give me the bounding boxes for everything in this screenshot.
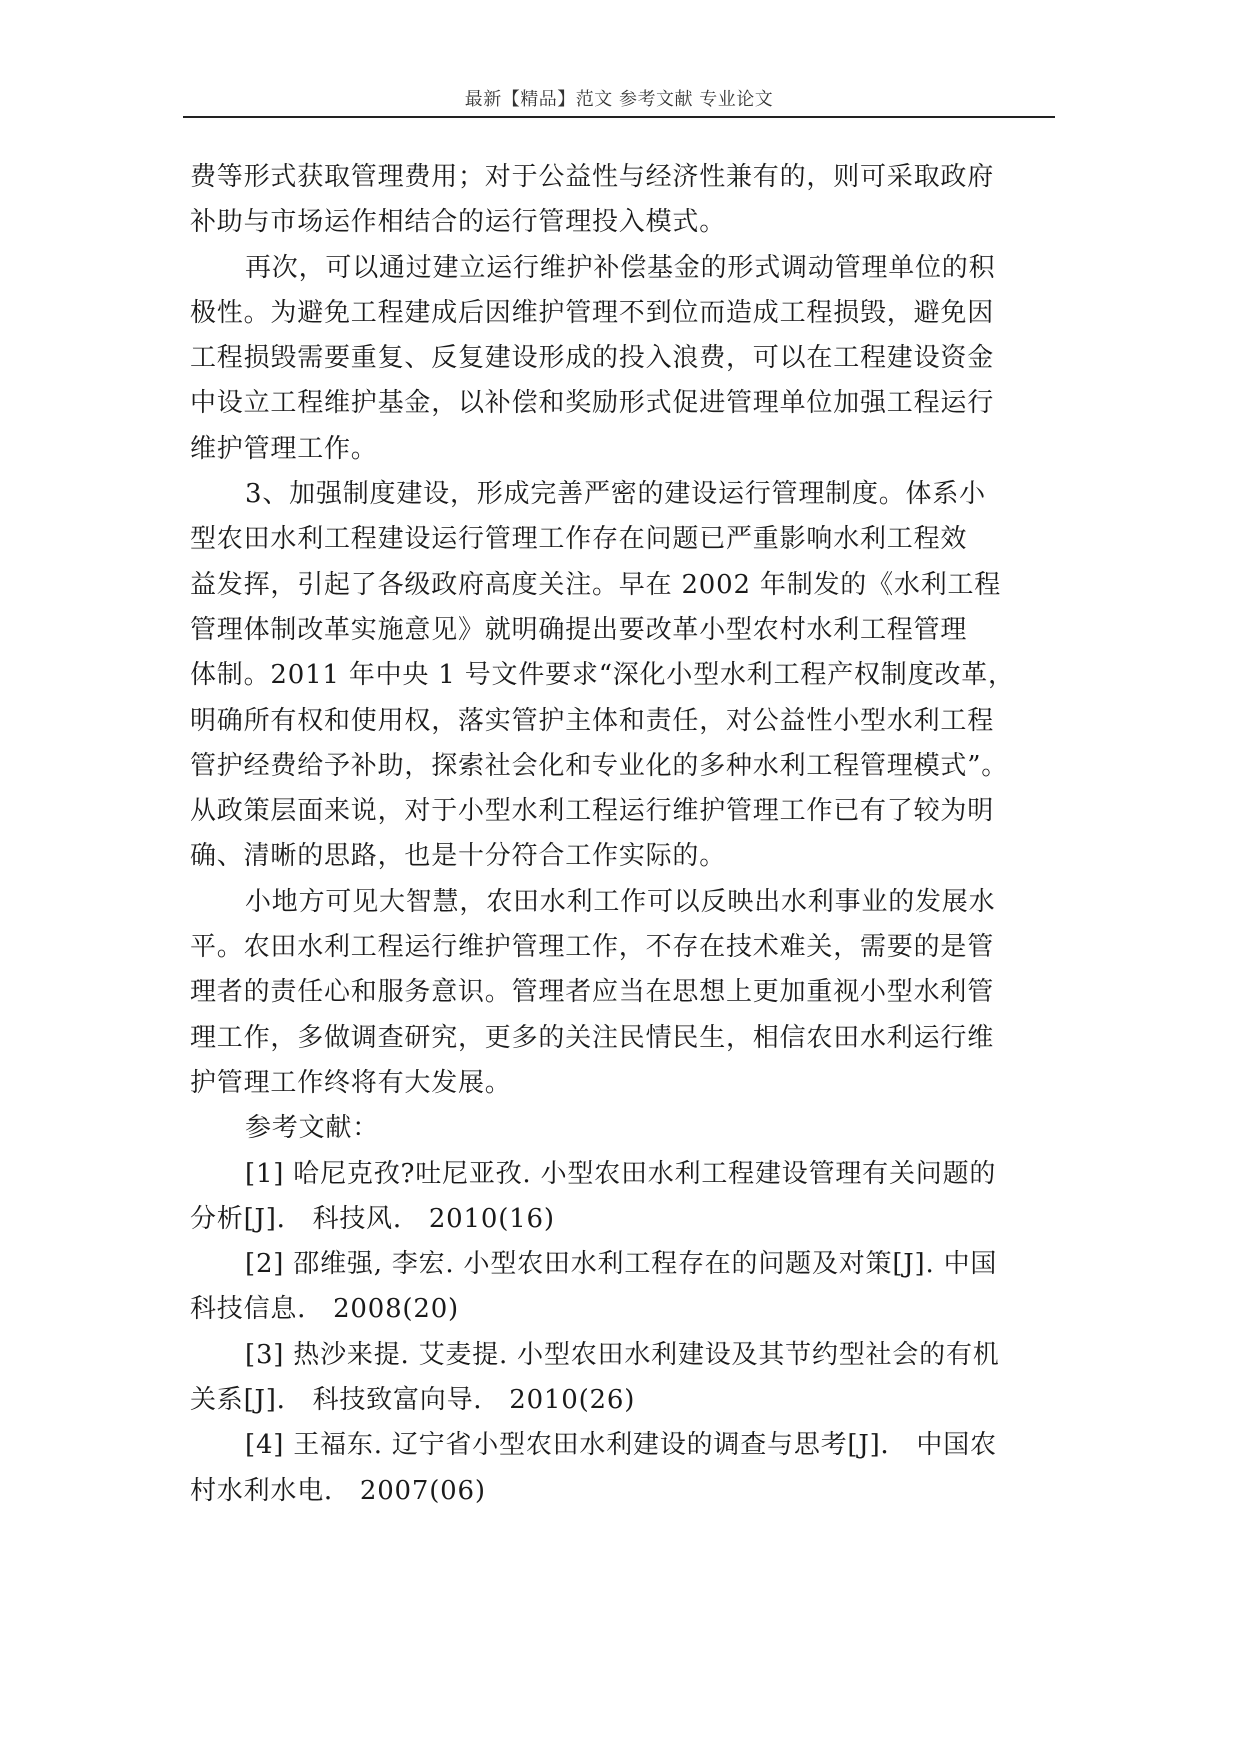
text-line: 工程损毁需要重复、反复建设形成的投入浪费，可以在工程建设资金 (190, 343, 995, 374)
header-title: 最新【精品】范文 参考文献 专业论文 (464, 89, 774, 110)
document-body (190, 155, 1060, 1514)
paragraph-start: 再次，可以通过建立运行维护补偿基金的形式调动管理单位的积 (245, 252, 996, 283)
text-line: 极性。为避免工程建成后因维护管理不到位而造成工程损毁，避免因 (190, 297, 995, 328)
paragraph-start: 3、加强制度建设，形成完善严密的建设运行管理制度。体系小 (245, 479, 986, 510)
text-line: 型农田水利工程建设运行管理工作存在问题已严重影响水利工程效 (190, 524, 968, 555)
reference-item: [2] 邵维强, 李宏. 小型农田水利工程存在的问题及对策[J]. 中国 (245, 1249, 998, 1280)
text-line: 护管理工作终将有大发展。 (190, 1067, 512, 1098)
text-line: 理者的责任心和服务意识。管理者应当在思想上更加重视小型水利管 (190, 977, 995, 1008)
reference-continuation: 关系[J]． 科技致富向导． 2010(26) (190, 1385, 636, 1416)
text-line: 费等形式获取管理费用；对于公益性与经济性兼有的，则可采取政府 (190, 162, 995, 192)
text-line: 益发挥，引起了各级政府高度关注。早在 2002 年制发的《水利工程 (190, 569, 1002, 600)
references-heading: 参考文献： (245, 1113, 380, 1144)
text-line: 明确所有权和使用权，落实管护主体和责任，对公益性小型水利工程 (190, 705, 995, 736)
reference-continuation: 分析[J]． 科技风． 2010(16) (190, 1203, 555, 1234)
text-line: 确、清晰的思路，也是十分符合工作实际的。 (190, 841, 727, 872)
text-line: 体制。2011 年中央 1 号文件要求“深化小型水利工程产权制度改革， (190, 660, 1015, 691)
text-line: 理工作，多做调查研究，更多的关注民情民生，相信农田水利运行维 (190, 1022, 995, 1053)
reference-continuation: 科技信息． 2008(20) (190, 1294, 460, 1325)
reference-item: [1] 哈尼克孜?吐尼亚孜. 小型农田水利工程建设管理有关问题的 (245, 1158, 997, 1189)
paragraph-start: 小地方可见大智慧，农田水利工作可以反映出水利事业的发展水 (245, 886, 996, 917)
reference-continuation: 村水利水电． 2007(06) (190, 1475, 486, 1506)
text-line: 管护经费给予补助，探索社会化和专业化的多种水利工程管理模式”。 (190, 750, 1009, 781)
text-line: 中设立工程维护基金，以补偿和奖励形式促进管理单位加强工程运行 (190, 388, 995, 419)
reference-item: [4] 王福东. 辽宁省小型农田水利建设的调查与思考[J]． 中国农 (245, 1430, 997, 1461)
text-line: 维护管理工作。 (190, 433, 378, 464)
text-line: 平。农田水利工程运行维护管理工作，不存在技术难关，需要的是管 (190, 932, 995, 963)
page-header (183, 84, 1055, 118)
text-line: 管理体制改革实施意见》就明确提出要改革小型农村水利工程管理 (190, 614, 968, 645)
text-line: 补助与市场运作相结合的运行管理投入模式。 (190, 207, 727, 238)
text-line: 从政策层面来说，对于小型水利工程运行维护管理工作已有了较为明 (190, 796, 995, 827)
reference-item: [3] 热沙来提. 艾麦提. 小型农田水利建设及其节约型社会的有机 (245, 1339, 1000, 1370)
